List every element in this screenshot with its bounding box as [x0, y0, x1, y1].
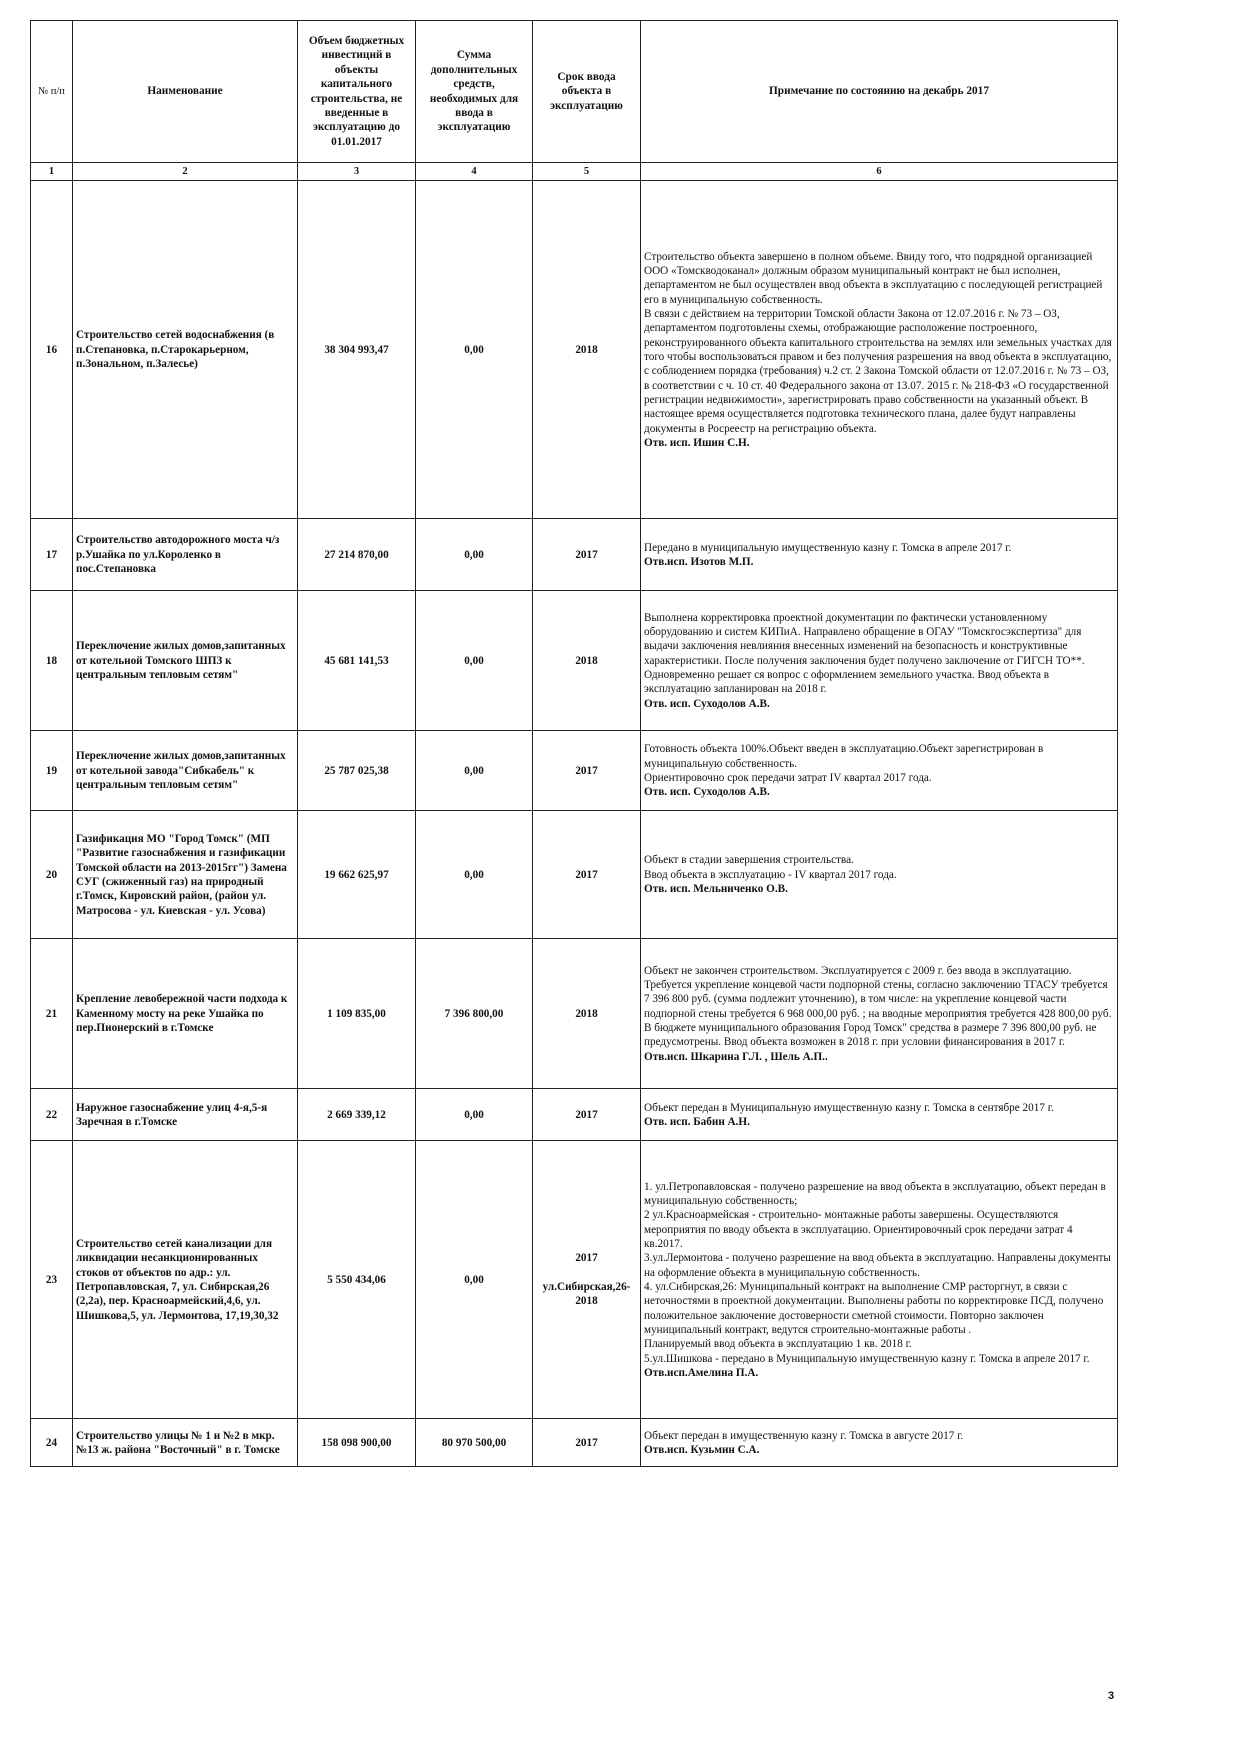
responsible-person: Отв. исп. Суходолов А.В. [644, 697, 770, 710]
col-number: 4 [416, 163, 533, 181]
header-term: Срок ввода объекта в эксплуатацию [533, 21, 641, 163]
row-volume: 2 669 339,12 [298, 1089, 416, 1141]
term-value: 2018 [575, 654, 598, 667]
row-number: 24 [31, 1419, 73, 1467]
row-volume: 19 662 625,97 [298, 811, 416, 939]
row-note [641, 1141, 1118, 1419]
row-note [641, 1089, 1118, 1141]
table-row [31, 811, 1118, 939]
header-name: Наименование [73, 21, 298, 163]
row-extra: 0,00 [416, 181, 533, 519]
row-volume: 45 681 141,53 [298, 591, 416, 731]
term-value: 2017 [575, 548, 598, 561]
term-value: 2017 [575, 764, 598, 777]
note-text: Выполнена корректировка проектной документации по фактически установленному оборудованию и систем КИПиА. Направлено обращение в ОГАУ "Томскгосэкспертиза" для выдачи заключения невлияния внесенных изменений на безопасность и конструктивные характеристики. После получения заключения будет получено заключение от ГИГСН ТО**. Одновременно решает ся вопрос с оформлением земельного участка. Ввод объекта в эксплуатацию запланирован на 2018 г. [644, 611, 1085, 696]
term-value: 2017 [575, 1436, 598, 1449]
row-number: 23 [31, 1141, 73, 1419]
col-number: 5 [533, 163, 641, 181]
col-number: 2 [73, 163, 298, 181]
row-note [641, 731, 1118, 811]
responsible-person: Отв.исп. Шкарина Г.Л. , Шель А.П.. [644, 1050, 828, 1063]
col-number: 3 [298, 163, 416, 181]
header-row [31, 21, 1118, 163]
table-row [31, 1089, 1118, 1141]
note-text: Строительство объекта завершено в полном объеме. Ввиду того, что подрядной организацией ООО «Томскводоканал» должным образом муниципальный контракт не был исполнен, департаментом не был осуществлен ввод объекта в эксплуатацию с последующей регистрацией его в муниципальную собственность. В связи с действием на территории Томской области Закона от 12.07.2016 г. № 73 – ОЗ, департаментом подготовлены схемы, отображающие расположение построенного, реконструированного объекта капитального строительства на землях или земельных участках для того чтобы воспользоваться правом и без получения разрешения на ввод объекта в эксплуатацию, с соблюдением порядка (требования) ч.2 ст. 2 Закона Томской области от 12.07.2016 г. № 73 – ОЗ, в соответствии с ч. 10 ст. 40 Федерального закона от 13.07. 2015 г. № 218-ФЗ «О государственной регистрации недвижимости», зарегистрировать право собственности на указанный объект. В настоящее время осуществляется подготовка технического плана, далее будут направлены документы в Росреестр на регистрацию объекта. [644, 250, 1112, 435]
table-row [31, 1141, 1118, 1419]
row-number: 18 [31, 591, 73, 731]
row-name: Крепление левобережной части подхода к Каменному мосту на реке Ушайка по пер.Пионерский в г.Томске [73, 939, 298, 1089]
header-note: Примечание по состоянию на декабрь 2017 [641, 21, 1118, 163]
row-name: Строительство сетей канализации для ликвидации несанкционированных стоков от объектов по адр.: ул. Петропавловская, 7, ул. Сибирская,26 (2,2а), пер. Красноармейский,4,6, ул. Шишкова,5, ул. Лермонтова, 17,19,30,32 [73, 1141, 298, 1419]
row-number: 20 [31, 811, 73, 939]
row-term [533, 1089, 641, 1141]
row-volume: 5 550 434,06 [298, 1141, 416, 1419]
row-extra: 0,00 [416, 519, 533, 591]
row-number: 21 [31, 939, 73, 1089]
row-note [641, 811, 1118, 939]
row-name: Переключение жилых домов,запитанных от котельной Томского ШПЗ к центральным тепловым сетям" [73, 591, 298, 731]
row-volume: 25 787 025,38 [298, 731, 416, 811]
term-value: 2017 [575, 1108, 598, 1121]
col-number: 6 [641, 163, 1118, 181]
row-extra: 0,00 [416, 591, 533, 731]
row-number: 17 [31, 519, 73, 591]
column-number-row [31, 163, 1118, 181]
responsible-person: Отв. исп. Мельниченко О.В. [644, 883, 788, 896]
row-extra: 0,00 [416, 1089, 533, 1141]
row-volume: 38 304 993,47 [298, 181, 416, 519]
row-term [533, 1419, 641, 1467]
responsible-person: Отв.исп. Изотов М.П. [644, 555, 754, 568]
row-name: Строительство автодорожного моста ч/з р.Ушайка по ул.Короленко в пос.Степановка [73, 519, 298, 591]
note-text: Объект в стадии завершения строительства. Ввод объекта в эксплуатацию - IV квартал 2017 года. [644, 854, 897, 881]
row-note [641, 1419, 1118, 1467]
investment-table [30, 20, 1118, 1467]
note-text: 1. ул.Петропавловская - получено разрешение на ввод объекта в эксплуатацию, объект передан в муниципальную собственность; 2 ул.Красноармейская - строительно- монтажные работы завершены. Осуществляются мероприятия по вводу объекта в эксплуатацию. Ориентировочный срок передачи затрат 4 кв.2017. 3.ул.Лермонтова - получено разрешение на ввод объекта в эксплуатацию. Направлены документы на оформление объекта в муниципальную собственность. 4. ул.Сибирская,26: Муниципальный контракт на выполнение СМР расторгнут, в связи с неточностями в проектной документации. Выполнены работы по корректировке ПСД, получено положительное заключение достоверности сметной стоимости. Повторно заключен муниципальный контракт, ведутся строительно-монтажные работы . Планируемый ввод объекта в эксплуатацию 1 кв. 2018 г. 5.ул.Шишкова - передано в Муниципальную имущественную казну г. Томска в апреле 2017 г. [644, 1180, 1111, 1365]
row-number: 19 [31, 731, 73, 811]
note-text: Объект не закончен строительством. Эксплуатируется с 2009 г. без ввода в эксплуатацию. Требуется укрепление концевой части подпорной стены, согласно заключению ТГАСУ требуется 7 396 800 руб. (сумма подлежит уточнению), в том числе: на укрепление концевой части подпорной стены требуется 6 968 000,00 руб. ; на вводные мероприятия требуется 428 800,00 руб. В бюджете муниципального образования Город Томск" средства в размере 7 396 800,00 руб. не предусмотрены. Ввод объекта возможен в 2018 г. при условии финансирования в 2017 г. [644, 964, 1112, 1049]
responsible-person: Отв.исп. Кузьмин С.А. [644, 1443, 760, 1456]
page-number: 3 [1108, 1690, 1115, 1702]
row-note [641, 181, 1118, 519]
row-name: Строительство улицы № 1 и №2 в мкр. №13 ж. района "Восточный" в г. Томске [73, 1419, 298, 1467]
row-volume: 27 214 870,00 [298, 519, 416, 591]
header-volume: Объем бюджетных инвестиций в объекты капитального строительства, не введенные в эксплуатацию до 01.01.2017 [298, 21, 416, 163]
term-value: 2017 [575, 868, 598, 881]
note-text: Объект передан в Муниципальную имущественную казну г. Томска в сентябре 2017 г. [644, 1101, 1054, 1114]
row-name: Переключение жилых домов,запитанных от котельной завода"Сибкабель" к центральным тепловым сетям" [73, 731, 298, 811]
row-volume: 158 098 900,00 [298, 1419, 416, 1467]
row-extra: 0,00 [416, 811, 533, 939]
row-name: Газификация МО "Город Томск" (МП "Развитие газоснабжения и газификации Томской области на 2013-2015гг") Замена СУГ (сжиженный газ) на природный г.Томск, Кировский район, (район ул. Матросова - ул. Киевская - ул. Усова) [73, 811, 298, 939]
row-extra: 80 970 500,00 [416, 1419, 533, 1467]
note-text: Передано в муниципальную имущественную казну г. Томска в апреле 2017 г. [644, 541, 1012, 554]
row-term [533, 811, 641, 939]
header-extra: Сумма дополнительных средств, необходимых для ввода в эксплуатацию [416, 21, 533, 163]
table-row [31, 731, 1118, 811]
row-term [533, 181, 641, 519]
row-term [533, 1141, 641, 1419]
row-note [641, 519, 1118, 591]
table-row [31, 181, 1118, 519]
row-extra: 7 396 800,00 [416, 939, 533, 1089]
row-number: 16 [31, 181, 73, 519]
row-term [533, 939, 641, 1089]
row-number: 22 [31, 1089, 73, 1141]
row-note [641, 591, 1118, 731]
table-row [31, 519, 1118, 591]
responsible-person: Отв.исп.Амелина П.А. [644, 1366, 759, 1379]
term-value: 2018 [575, 343, 598, 356]
header-num: № п/п [31, 21, 73, 163]
note-text: Готовность объекта 100%.Объект введен в эксплуатацию.Объект зарегистрирован в муниципальную собственность. Ориентировочно срок передачи затрат IV квартал 2017 года. [644, 743, 1044, 784]
row-name: Строительство сетей водоснабжения (в п.Степановка, п.Старокарьерном, п.Зональном, п.Залесье) [73, 181, 298, 519]
responsible-person: Отв. исп. Бабин А.Н. [644, 1115, 750, 1128]
row-term [533, 731, 641, 811]
row-volume: 1 109 835,00 [298, 939, 416, 1089]
term-value: 2017 [575, 1252, 598, 1265]
responsible-person: Отв. исп. Суходолов А.В. [644, 786, 770, 799]
row-extra: 0,00 [416, 1141, 533, 1419]
responsible-person: Отв. исп. Ишин С.Н. [644, 436, 750, 449]
term-secondary: ул.Сибирская,26-2018 [542, 1280, 631, 1308]
row-name: Наружное газоснабжение улиц 4-я,5-я Заречная в г.Томске [73, 1089, 298, 1141]
note-text: Объект передан в имущественную казну г. Томска в августе 2017 г. [644, 1429, 964, 1442]
table-row [31, 939, 1118, 1089]
row-note [641, 939, 1118, 1089]
col-number: 1 [31, 163, 73, 181]
table-row [31, 591, 1118, 731]
row-extra: 0,00 [416, 731, 533, 811]
row-term [533, 519, 641, 591]
term-value: 2018 [575, 1007, 598, 1020]
row-term [533, 591, 641, 731]
table-row [31, 1419, 1118, 1467]
